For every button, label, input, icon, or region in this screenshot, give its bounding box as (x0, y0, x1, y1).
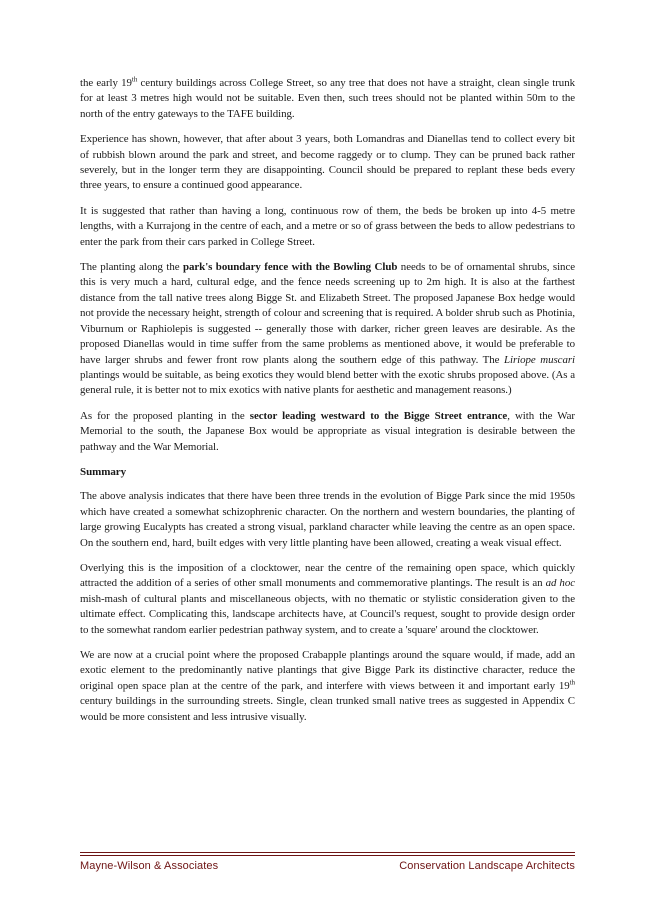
text-run: Overlying this is the imposition of a clocktower, near the centre of the remaining open space, which quickly attracted the addition of a series of other small monuments and commemorative plantings. The result is an (80, 561, 575, 590)
footer-firm-name: Mayne-Wilson & Associates (80, 860, 219, 872)
text-run: century buildings across College Street, so any tree that does not have a straight, clean single trunk for at least 3 metres high would not be suitable. Even then, such trees should not be planted within 50m to the north of the entry gateways to the TAFE building. (80, 77, 575, 120)
paragraph-lomandras: Experience has shown, however, that after about 3 years, both Lomandras and Dianellas tend to collect every bit of rubbish blown around the park and street, and become raggedy or to clump. They can be pruned back rather severely, but in the longer term they are disappointing. Council should be prepared to replant these beds every three years, to ensure a continued good appearance. (80, 133, 575, 192)
text-run: century buildings in the surrounding streets. Single, clean trunked small native trees as suggested in Appendix C would be more consistent and less intrusive visually. (80, 695, 575, 723)
footer-rule (80, 852, 575, 853)
text-run: We are now at a crucial point where the proposed Crabapple plantings around the square would, if made, add an exotic element to the predominantly native plantings that give Bigge Park its distinctive character, reduce the original open space plan at the centre of the park, and interfere with views between it and important early 19 (80, 649, 575, 692)
text-run: As for the proposed planting in the (80, 409, 250, 422)
italic-phrase: Liriope muscari (503, 353, 576, 366)
italic-phrase: ad hoc (545, 577, 575, 590)
body-text (80, 76, 575, 735)
paragraph-bigge-street-entrance (80, 409, 575, 455)
paragraph-clocktower (80, 561, 575, 638)
footer-rule-thin (80, 855, 575, 856)
paragraph-three-trends: The above analysis indicates that there have been three trends in the evolution of Bigge Park since the mid 1950s which have created a somewhat schizophrenic character. On the northern and western boundaries, the planting of large growing Eucalypts has created a strong visual, parkland character while leaving the centre as an open space. On the southern end, hard, built edges with very little planting have been allowed, creating a weak visual effect. (80, 490, 575, 549)
paragraph-tafe-trees (80, 76, 575, 122)
text-run: the early 19 (80, 77, 132, 89)
section-heading-summary: Summary (80, 465, 127, 478)
superscript: th (569, 678, 575, 687)
text-run: plantings would be suitable, as being exotics they would blend better with the exotic shrubs proposed above. (As a general rule, it is better not to mix exotics with native plants for aesthetic and management reasons.) (80, 368, 575, 397)
footer-firm-descriptor: Conservation Landscape Architects (399, 860, 575, 872)
page-footer (80, 852, 575, 878)
paragraph-crabapple (80, 648, 575, 725)
superscript: th (131, 75, 138, 84)
paragraph-kurrajong-beds: It is suggested that rather than having a long, continuous row of them, the beds be broken up into 4-5 metre lengths, with a Kurrajong in the centre of each, and a metre or so of grass between the beds to allow pedestrians to enter the park from their cars parked in College Street. (80, 204, 575, 248)
bold-phrase: park's boundary fence with the Bowling Club (183, 261, 398, 274)
text-run: The planting along the (80, 261, 183, 274)
paragraph-bowling-club-fence (80, 260, 575, 399)
bold-phrase: sector leading westward to the Bigge Street entrance (249, 409, 508, 422)
text-run: mish-mash of cultural plants and miscellaneous objects, with no thematic or stylistic consideration given to the ultimate effect. Complicating this, landscape architects have, at Council's request, sought to provide design order to the somewhat random earlier pedestrian pathway system, and to create a 'square' around the clocktower. (80, 592, 575, 636)
text-run: needs to be of ornamental shrubs, since this is very much a hard, cultural edge, and the fence needs screening up to 2m high. It is also at the farthest distance from the tall native trees along Bigge St. and Elizabeth Street. The proposed Japanese Box hedge would not provide the necessary height, strength of colour and screening that is required. A bolder shrub such as Photinia, Viburnum or Raphiolepis is suggested -- generally those with darker, richer green leaves are desirable. As the proposed Dianellas would in time suffer from the same problems as mentioned above, it would be preferable to have larger shrubs and fewer front row plants along the southern edge of this pathway. The (80, 261, 576, 366)
text-run: , with the War Memorial to the south, the Japanese Box would be appropriate as visual integration is desirable between the pathway and the War Memorial. (80, 409, 576, 453)
